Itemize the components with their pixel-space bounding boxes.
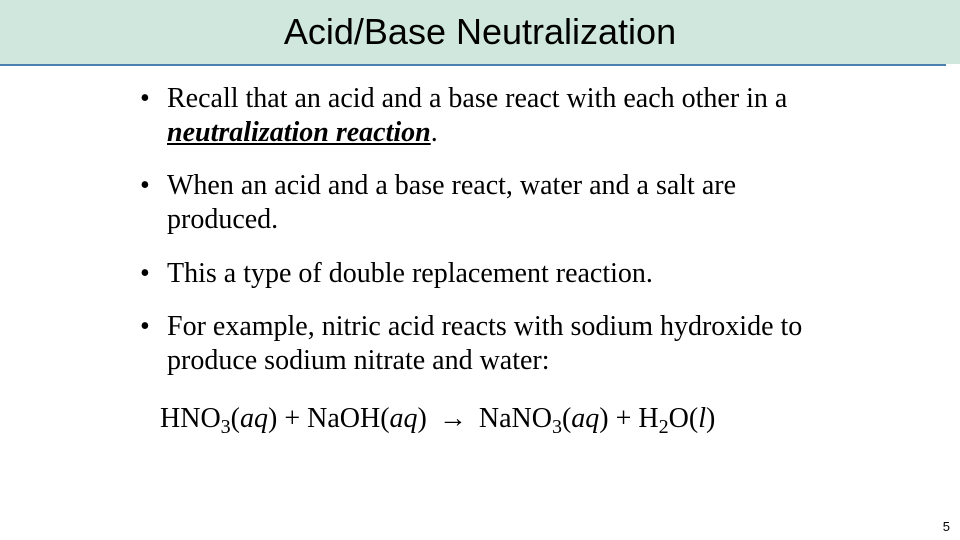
bullet-item-type [140,257,840,291]
bullet-text: When an acid and a base react, water and a salt are produced. [167,170,737,235]
bullet-text: Recall that an acid and a base react with each other in a [167,83,788,114]
bullet-dot: • [140,170,150,201]
bullet-text-end: . [430,117,438,148]
bullet-dot: • [140,258,150,289]
chemical-equation [160,402,715,436]
bullet-item-example [140,310,840,378]
title-bar [0,0,960,64]
bullet-dot: • [140,83,150,114]
reaction-arrow: → [438,403,467,434]
bullet-dot: • [140,311,150,342]
page-number: 5 [942,519,950,534]
bullet-item-products [140,169,840,237]
slide-title: Acid/Base Neutralization [283,11,677,52]
plus-sign: + [608,403,639,434]
product-h2o: $H_2O(l)$ [638,403,716,438]
reactant-hno3: $HNO_3(aq)$ [160,403,278,438]
product-nano3: NaNO$_3$(aq) [478,403,609,438]
bullet-list [140,82,840,397]
bullet-item-recall [140,82,840,150]
plus-sign: + [277,403,308,434]
title-underline [0,64,946,66]
bullet-text: This a type of double replacement reaction. [167,258,653,289]
neutralization-term: neutralization reaction [167,117,431,148]
reactant-naoh: NaOH(aq) [307,403,427,434]
bullet-text: For example, nitric acid reacts with sodium hydroxide to produce sodium nitrate and water: [167,311,803,376]
